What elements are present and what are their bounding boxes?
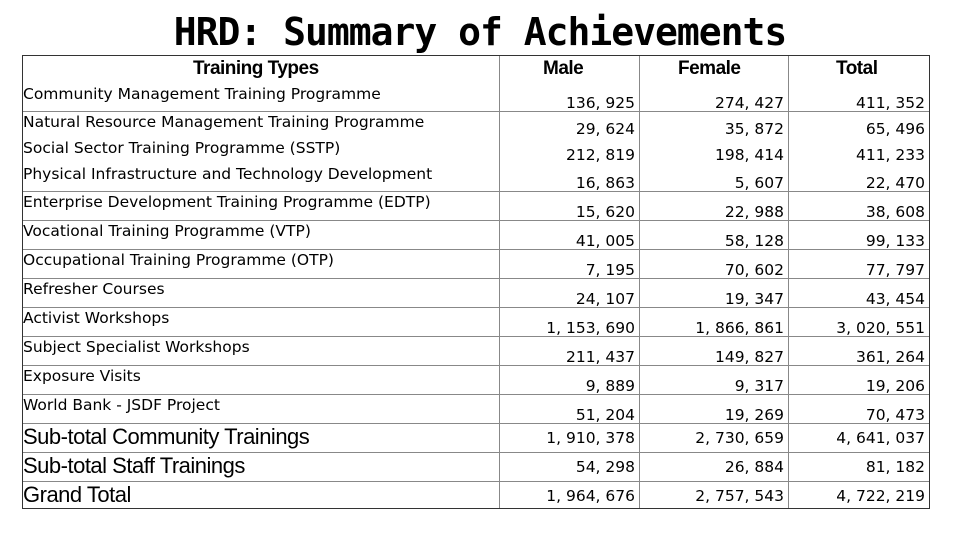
cell-male: 51, 204 <box>575 406 635 424</box>
total-label: Sub-total Community Trainings <box>23 424 310 449</box>
header-male: Male <box>543 58 584 79</box>
cell-total: 65, 496 <box>865 120 925 138</box>
cell-male: 136, 925 <box>565 94 635 112</box>
achievements-table <box>22 55 930 509</box>
total-label: Grand Total <box>23 482 131 507</box>
header-training-types: Training Types <box>193 58 319 79</box>
cell-female: 1, 866, 861 <box>695 319 784 337</box>
cell-male: 41, 005 <box>575 232 635 250</box>
cell-female: 149, 827 <box>714 348 784 366</box>
cell-total: 19, 206 <box>865 377 925 395</box>
cell-male: 9, 889 <box>585 377 635 395</box>
total-male: 54, 298 <box>575 458 635 476</box>
row-label: Occupational Training Programme (OTP) <box>23 251 334 269</box>
column-divider <box>788 56 789 508</box>
column-divider <box>639 56 640 508</box>
row-label: Physical Infrastructure and Technology Development <box>23 165 433 183</box>
row-label: Social Sector Training Programme (SSTP) <box>23 139 341 157</box>
cell-female: 19, 269 <box>724 406 784 424</box>
cell-female: 35, 872 <box>724 120 784 138</box>
total-male: 1, 964, 676 <box>546 487 635 505</box>
row-label: Enterprise Development Training Programme (EDTP) <box>23 193 431 211</box>
cell-male: 29, 624 <box>575 120 635 138</box>
cell-male: 212, 819 <box>565 146 635 164</box>
cell-female: 5, 607 <box>734 174 784 192</box>
cell-total: 70, 473 <box>865 406 925 424</box>
row-label: Community Management Training Programme <box>23 85 381 103</box>
row-divider <box>23 365 929 366</box>
cell-male: 24, 107 <box>575 290 635 308</box>
column-divider <box>499 56 500 508</box>
cell-male: 16, 863 <box>575 174 635 192</box>
cell-female: 58, 128 <box>724 232 784 250</box>
cell-male: 7, 195 <box>585 261 635 279</box>
cell-male: 1, 153, 690 <box>546 319 635 337</box>
cell-male: 211, 437 <box>565 348 635 366</box>
header-female: Female <box>678 58 741 79</box>
cell-female: 9, 317 <box>734 377 784 395</box>
row-label: World Bank - JSDF Project <box>23 396 220 414</box>
row-label: Activist Workshops <box>23 309 170 327</box>
total-female: 2, 757, 543 <box>695 487 784 505</box>
cell-total: 361, 264 <box>855 348 925 366</box>
cell-male: 15, 620 <box>575 203 635 221</box>
total-total: 4, 722, 219 <box>836 487 925 505</box>
total-female: 2, 730, 659 <box>695 429 784 447</box>
row-label: Natural Resource Management Training Programme <box>23 113 425 131</box>
cell-total: 411, 352 <box>855 94 925 112</box>
cell-total: 411, 233 <box>855 146 925 164</box>
row-label: Refresher Courses <box>23 280 165 298</box>
cell-total: 99, 133 <box>865 232 925 250</box>
row-label: Exposure Visits <box>23 367 141 385</box>
total-male: 1, 910, 378 <box>546 429 635 447</box>
cell-female: 274, 427 <box>714 94 784 112</box>
row-label: Subject Specialist Workshops <box>23 338 250 356</box>
total-label: Sub-total Staff Trainings <box>23 453 245 478</box>
row-label: Vocational Training Programme (VTP) <box>23 222 311 240</box>
row-divider <box>23 481 929 482</box>
page-title: HRD: Summary of Achievements <box>173 10 787 54</box>
cell-female: 70, 602 <box>724 261 784 279</box>
cell-total: 38, 608 <box>865 203 925 221</box>
cell-total: 3, 020, 551 <box>836 319 925 337</box>
cell-female: 22, 988 <box>724 203 784 221</box>
cell-total: 22, 470 <box>865 174 925 192</box>
total-female: 26, 884 <box>724 458 784 476</box>
cell-total: 77, 797 <box>865 261 925 279</box>
cell-female: 198, 414 <box>714 146 784 164</box>
total-total: 4, 641, 037 <box>836 429 925 447</box>
header-total: Total <box>836 58 878 79</box>
total-total: 81, 182 <box>865 458 925 476</box>
cell-female: 19, 347 <box>724 290 784 308</box>
cell-total: 43, 454 <box>865 290 925 308</box>
